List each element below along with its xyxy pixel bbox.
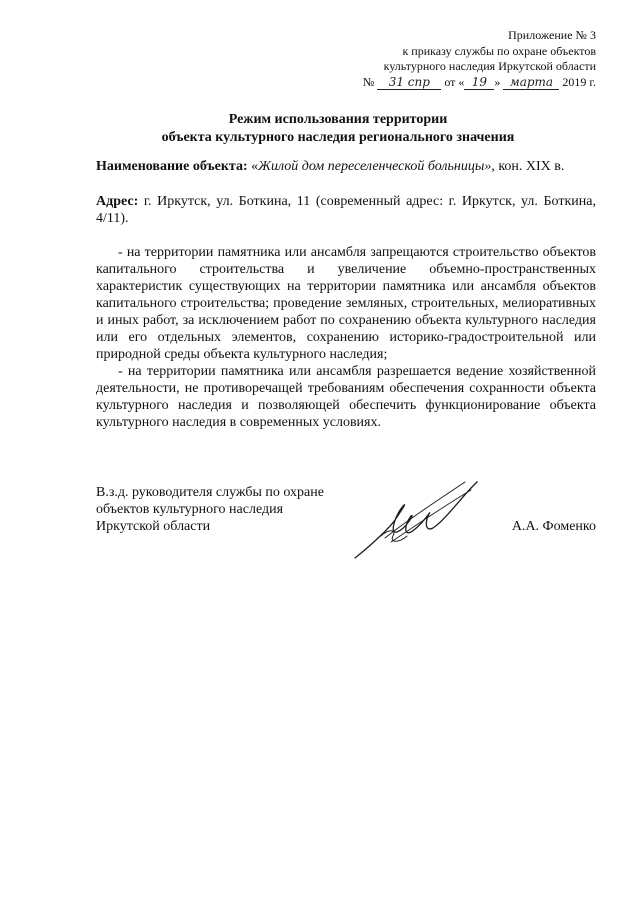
- order-reference: к приказу службы по охране объектов: [402, 43, 596, 58]
- signatory-line-1: В.з.д. руководителя службы по охране: [96, 485, 324, 500]
- rule-prohibited: - на территории памятника или ансамбля запрещаются строительство объектов капитального строительства и увеличение объемно-пространственных характеристик существующих на территории памятника или ансамбля объектов капитального строительства; проведение земляных, строительных, мелиоративных и иных работ, за исключением работ по сохранению объекта культурного наследия или его отдельных элементов, сохранению историко-градостроительной или природной среды объекта культурного наследия;: [96, 245, 596, 362]
- address-paragraph: [96, 193, 596, 227]
- year-text: 2019 г.: [562, 74, 596, 89]
- title-line-1: Режим использования территории: [228, 112, 448, 127]
- day-close: »: [494, 74, 501, 89]
- signatory-name: А.А. Фоменко: [511, 519, 596, 534]
- object-name-paragraph: [96, 158, 596, 175]
- object-date: , кон. XIX в.: [491, 159, 565, 174]
- object-quote-open: «: [251, 159, 259, 174]
- rule-permitted: - на территории памятника или ансамбля разрешается ведение хозяйственной деятельности, не противоречащей требованиям обеспечения сохранности объекта культурного наследия и позволяющей обеспечить функционирование объекта культурного наследия в современных условиях.: [96, 364, 596, 430]
- handwritten-signature: [345, 472, 485, 562]
- handwritten-number: 31 спр: [377, 76, 441, 90]
- signatory-line-3: Иркутской области: [96, 519, 211, 534]
- address-label: Адрес:: [96, 194, 139, 209]
- signatory-title: [96, 484, 324, 535]
- handwritten-day: 19: [464, 76, 494, 90]
- signatory-line-2: объектов культурного наследия: [96, 502, 284, 517]
- number-prefix: №: [362, 74, 375, 89]
- handwritten-month: марта: [503, 76, 559, 90]
- appendix-header: [363, 28, 596, 90]
- address-value: г. Иркутск, ул. Боткина, 11 (современный адрес: г. Иркутск, ул. Боткина, 4/11).: [96, 194, 596, 226]
- title-line-2: объекта культурного наследия регионального значения: [161, 130, 515, 145]
- order-authority: культурного наследия Иркутской области: [383, 59, 596, 73]
- document-title: [80, 111, 596, 147]
- usage-rules: [96, 244, 596, 431]
- order-number-date: [363, 75, 596, 91]
- object-label: Наименование объекта:: [96, 159, 248, 174]
- object-name: Жилой дом переселенческой больницы»: [258, 159, 492, 174]
- date-prefix: от «: [444, 74, 465, 89]
- appendix-number: Приложение № 3: [508, 28, 596, 42]
